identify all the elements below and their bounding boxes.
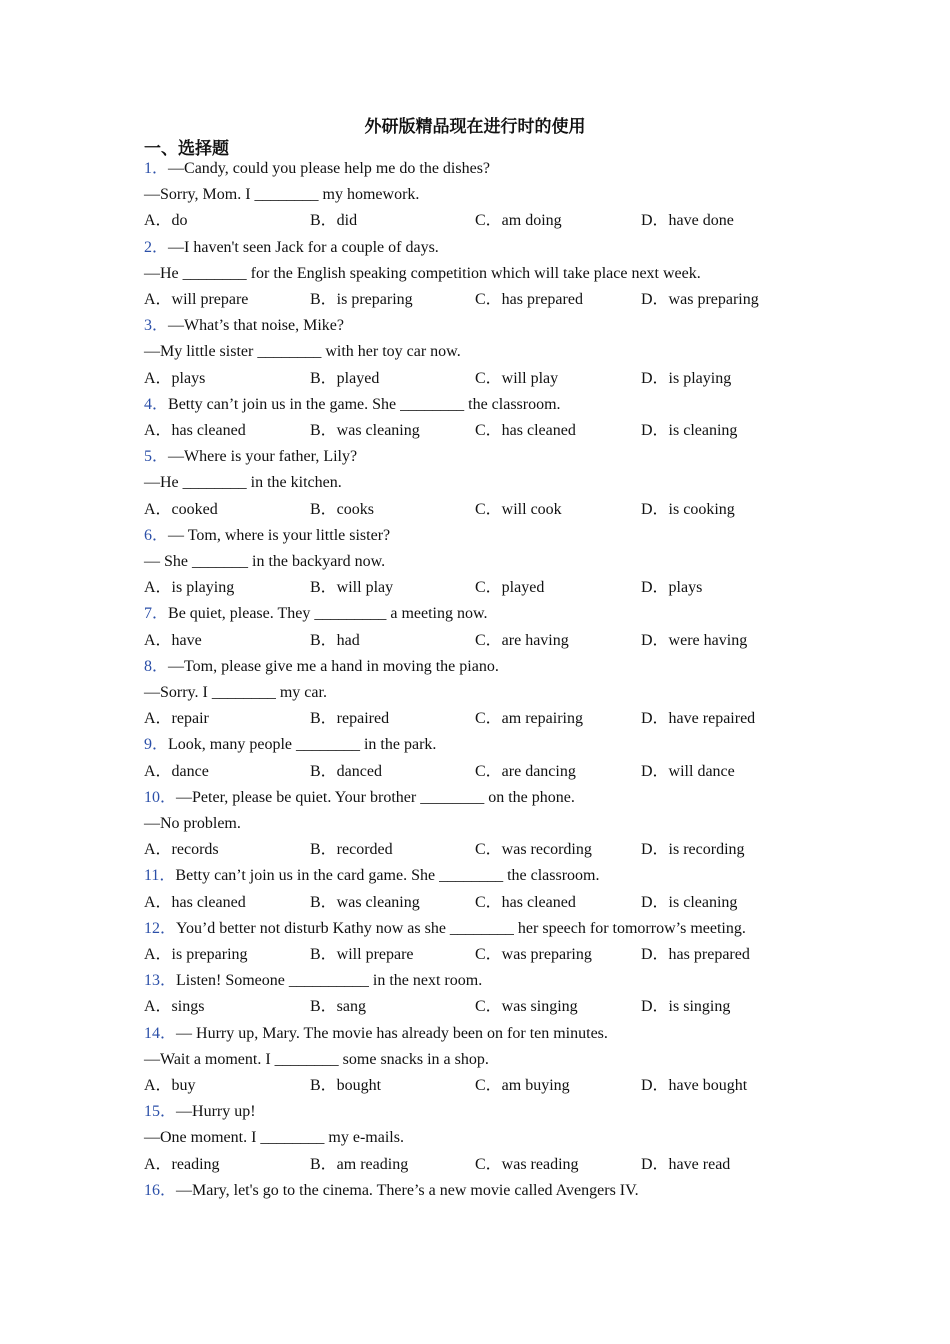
question-text: —No problem. [144, 815, 241, 832]
option-c: C．was recording [475, 841, 592, 859]
option-d: D．were having [641, 631, 748, 649]
answer-options [144, 498, 804, 522]
option-c: C．was singing [475, 998, 578, 1016]
option-d: D．plays [641, 579, 703, 597]
option-d: D．have done [641, 212, 734, 230]
option-d: D．is recording [641, 841, 745, 859]
answer-options [144, 1153, 804, 1177]
question-stem [144, 236, 439, 260]
question-text: — Tom, where is your little sister? [168, 526, 391, 544]
question-dialogue-line [144, 1126, 404, 1150]
question-stem [144, 969, 482, 993]
question-text: —Tom, please give me a hand in moving the piano. [168, 657, 499, 675]
option-b: B．repaired [310, 710, 390, 728]
question-dialogue-line [144, 812, 241, 836]
question-number: 5． [144, 448, 169, 466]
question-text: —Peter, please be quiet. Your brother ________ on the phone. [176, 788, 575, 806]
answer-options [144, 943, 804, 967]
question-text: — She _______ in the backyard now. [144, 553, 386, 570]
question-text: —Hurry up! [176, 1103, 256, 1121]
answer-options [144, 209, 804, 233]
option-d: D．is cleaning [641, 422, 738, 439]
answer-options [144, 576, 804, 600]
option-c: C．was reading [475, 1155, 579, 1173]
option-a: A．plays [144, 369, 206, 387]
question-dialogue-line [144, 183, 419, 207]
option-a: A．records [144, 841, 219, 859]
option-c: C．has cleaned [475, 422, 576, 439]
option-c: C．has cleaned [475, 893, 576, 911]
question-number: 7． [144, 605, 169, 623]
question-text: Betty can’t join us in the game. She ________ the classroom. [168, 395, 561, 413]
question-number: 16． [144, 1181, 177, 1199]
option-d: D．have bought [641, 1077, 748, 1094]
option-d: D．have repaired [641, 710, 756, 728]
option-a: A．repair [144, 710, 209, 728]
answer-options [144, 1074, 804, 1098]
option-a: A．sings [144, 998, 205, 1016]
option-a: A．is playing [144, 579, 235, 597]
question-text: —I haven't seen Jack for a couple of days. [168, 238, 439, 256]
option-b: B．will play [310, 579, 394, 597]
question-dialogue-line [144, 262, 701, 286]
answer-options [144, 367, 804, 391]
question-text: You’d better not disturb Kathy now as she ________ her speech for tomorrow’s meeting. [176, 919, 746, 937]
option-b: B．was cleaning [310, 893, 420, 911]
question-text: Be quiet, please. They _________ a meeting now. [168, 605, 488, 623]
option-b: B．is preparing [310, 291, 413, 308]
option-d: D．is singing [641, 998, 731, 1016]
option-d: D．is cooking [641, 500, 735, 518]
option-b: B．bought [310, 1077, 382, 1094]
question-dialogue-line [144, 1048, 489, 1072]
question-stem [144, 864, 599, 888]
option-c: C．will cook [475, 500, 562, 518]
option-d: D．is cleaning [641, 893, 738, 911]
option-a: A．will prepare [144, 291, 249, 308]
question-text: Look, many people ________ in the park. [168, 736, 437, 754]
option-c: C．has prepared [475, 291, 583, 308]
question-text: —He ________ for the English speaking competition which will take place next week. [144, 264, 701, 282]
question-number: 10． [144, 788, 177, 806]
option-c: C．will play [475, 369, 559, 387]
question-text: — Hurry up, Mary. The movie has already been on for ten minutes. [176, 1024, 608, 1042]
question-dialogue-line [144, 471, 342, 495]
option-a: A．cooked [144, 500, 218, 518]
question-number: 4． [144, 395, 169, 413]
option-b: B．had [310, 631, 360, 649]
answer-options [144, 838, 804, 862]
question-text: —My little sister ________ with her toy car now. [144, 343, 461, 361]
option-a: A．buy [144, 1077, 196, 1094]
option-c: C．am doing [475, 212, 562, 230]
question-stem [144, 1022, 608, 1046]
question-number: 2． [144, 238, 169, 256]
option-c: C．are dancing [475, 762, 576, 780]
answer-options [144, 419, 804, 443]
question-stem [144, 524, 390, 548]
question-stem [144, 1100, 256, 1124]
question-stem [144, 655, 499, 679]
option-c: C．played [475, 579, 545, 597]
answer-options [144, 891, 804, 915]
question-number: 14． [144, 1024, 177, 1042]
option-b: B．cooks [310, 500, 375, 518]
question-number: 12． [144, 919, 177, 937]
question-text: —Wait a moment. I ________ some snacks in a shop. [144, 1050, 489, 1068]
option-b: B．did [310, 212, 358, 230]
question-number: 8． [144, 657, 169, 675]
option-d: D．have read [641, 1155, 731, 1173]
question-text: —One moment. I ________ my e-mails. [144, 1129, 404, 1147]
page-title: 外研版精品现在进行时的使用 [364, 117, 586, 137]
option-b: B．played [310, 369, 380, 387]
question-dialogue-line [144, 550, 385, 574]
answer-options [144, 629, 804, 653]
option-c: C．am buying [475, 1077, 570, 1094]
question-stem [144, 314, 344, 338]
question-text: —Mary, let's go to the cinema. There’s a new movie called Avengers IV. [176, 1181, 639, 1199]
question-stem [144, 602, 488, 626]
option-c: C．am repairing [475, 710, 583, 728]
option-b: B．sang [310, 998, 367, 1016]
question-stem [144, 157, 490, 181]
question-stem [144, 1179, 639, 1203]
option-c: C．are having [475, 631, 569, 649]
answer-options [144, 995, 804, 1019]
question-stem [144, 445, 357, 469]
question-number: 11． [144, 867, 176, 885]
option-a: A．do [144, 212, 188, 230]
option-d: D．will dance [641, 762, 735, 780]
question-number: 9． [144, 736, 169, 754]
section-heading: 一、选择题 [144, 139, 229, 159]
option-c: C．was preparing [475, 946, 592, 963]
question-number: 3． [144, 317, 169, 335]
option-a: A．reading [144, 1155, 220, 1173]
option-b: B．recorded [310, 841, 393, 859]
question-number: 6． [144, 526, 169, 544]
question-text: —Candy, could you please help me do the dishes? [168, 160, 491, 177]
question-stem [144, 786, 575, 810]
question-number: 13． [144, 972, 177, 990]
question-stem [144, 917, 746, 941]
question-stem [144, 393, 561, 417]
question-dialogue-line [144, 681, 327, 705]
question-text: —Where is your father, Lily? [168, 448, 358, 466]
question-text: —Sorry, Mom. I ________ my homework. [144, 186, 420, 204]
question-number: 15． [144, 1103, 177, 1121]
option-a: A．dance [144, 762, 209, 780]
option-b: B．will prepare [310, 946, 414, 963]
question-stem [144, 733, 436, 757]
option-b: B．was cleaning [310, 422, 420, 439]
answer-options [144, 760, 804, 784]
question-text: Betty can’t join us in the card game. She ________ the classroom. [175, 867, 600, 885]
option-b: B．am reading [310, 1155, 409, 1173]
answer-options [144, 707, 804, 731]
option-d: D．was preparing [641, 291, 759, 308]
question-number: 1． [144, 160, 169, 177]
question-text: —What’s that noise, Mike? [168, 317, 344, 335]
question-text: —He ________ in the kitchen. [144, 474, 342, 492]
option-a: A．have [144, 631, 202, 649]
option-a: A．is preparing [144, 946, 248, 963]
option-d: D．is playing [641, 369, 732, 387]
question-dialogue-line [144, 340, 461, 364]
option-a: A．has cleaned [144, 422, 246, 439]
question-text: Listen! Someone __________ in the next room. [176, 972, 483, 990]
option-a: A．has cleaned [144, 893, 246, 911]
answer-options [144, 288, 804, 312]
question-text: —Sorry. I ________ my car. [144, 684, 327, 701]
option-b: B．danced [310, 762, 382, 780]
option-d: D．has prepared [641, 946, 750, 963]
